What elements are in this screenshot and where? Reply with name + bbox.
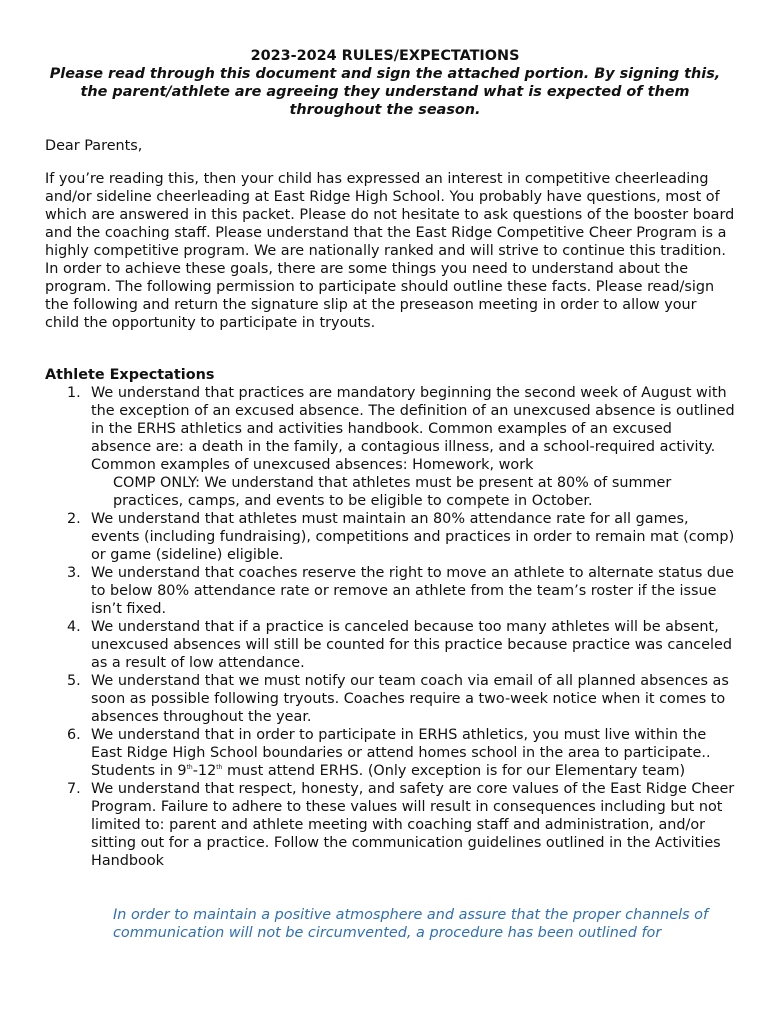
communication-note: In order to maintain a positive atmosphere and assure that the proper channels of communication will not be circumvented, a procedure has been outlined for — [113, 907, 709, 941]
athlete-expectations-heading: Athlete Expectations — [45, 367, 215, 383]
item-text: We understand that if a practice is canceled because too many athletes will be absent, unexcused absences will still be counted for this practice because practice was canceled as a result of low attendance. — [91, 619, 732, 671]
expectation-item — [45, 672, 735, 726]
item-number: 3. — [67, 565, 81, 581]
item-text: We understand that athletes must maintain an 80% attendance rate for all games, events (including fundraising), competitions and practices in order to remain mat (comp) or game (sideline) eligible. — [91, 511, 735, 563]
ordinal-suffix: th — [186, 764, 193, 771]
expectation-item — [45, 726, 735, 780]
item-text: We understand that practices are mandatory beginning the second week of August with the exception of an excused absence. The definition of an unexcused absence is outlined in the ERHS athletics and activities handbook. Common examples of an excused absence are: a death in the family, a contagious illness, and a school-required activity. Common examples of unexcused absences: Homework, work — [91, 385, 735, 473]
item-number: 6. — [67, 727, 81, 743]
item-text: We understand that we must notify our team coach via email of all planned absences as soon as possible following tryouts. Coaches require a two-week notice when it comes to absences throughout the year. — [91, 673, 729, 725]
item-text: We understand that coaches reserve the right to move an athlete to alternate status due to below 80% attendance rate or remove an athlete from the team’s roster if the issue isn’t fixed. — [91, 565, 734, 617]
salutation: Dear Parents, — [45, 138, 143, 154]
item-number: 5. — [67, 673, 81, 689]
document-title: 2023-2024 RULES/EXPECTATIONS — [250, 48, 520, 64]
item-number: 4. — [67, 619, 81, 635]
document-header — [40, 47, 730, 119]
item-text: We understand that respect, honesty, and safety are core values of the East Ridge Cheer Program. Failure to adhere to these values will result in consequences including but not limited to: parent and athlete meeting with coaching staff and administration, and/or sitting out for a practice. Follow the communication guidelines outlined in the Activities Handbook — [91, 781, 735, 869]
item-text-before: We understand that in order to participate in ERHS athletics, you must live within the East Ridge High School boundaries or attend homes school in the area to participate.. Students in 9 — [91, 727, 711, 779]
item-text-middle: -12 — [192, 763, 217, 779]
expectation-item — [45, 384, 735, 510]
expectation-item — [45, 618, 735, 672]
expectation-item — [45, 780, 735, 870]
item-number: 7. — [67, 781, 81, 797]
item-text-after: must attend ERHS. (Only exception is for our Elementary team) — [222, 763, 686, 779]
expectation-item — [45, 510, 735, 564]
item-number: 1. — [67, 385, 81, 401]
comp-only-note: COMP ONLY: We understand that athletes must be present at 80% of summer practices, camps, and events to be eligible to compete in October. — [113, 475, 672, 509]
item-number: 2. — [67, 511, 81, 527]
intro-paragraph: If you’re reading this, then your child has expressed an interest in competitive cheerleading and/or sideline cheerleading at East Ridge High School. You probably have questions, most of which are answered in this packet. Please do not hesitate to ask questions of the booster board and the coaching staff. Please understand that the East Ridge Competitive Cheer Program is a highly competitive program. We are nationally ranked and will strive to continue this tradition. In order to achieve these goals, there are some things you need to understand about the program. The following permission to participate should outline these facts. Please read/sign the following and return the signature slip at the preseason meeting in order to allow your child the opportunity to participate in tryouts. — [45, 171, 735, 331]
expectation-item — [45, 564, 735, 618]
athlete-expectations-list — [45, 384, 735, 870]
ordinal-suffix: th — [216, 764, 223, 771]
signing-instructions: Please read through this document and sign the attached portion. By signing this, the parent/athlete are agreeing they understand what is expected of them throughout the season. — [49, 66, 721, 118]
